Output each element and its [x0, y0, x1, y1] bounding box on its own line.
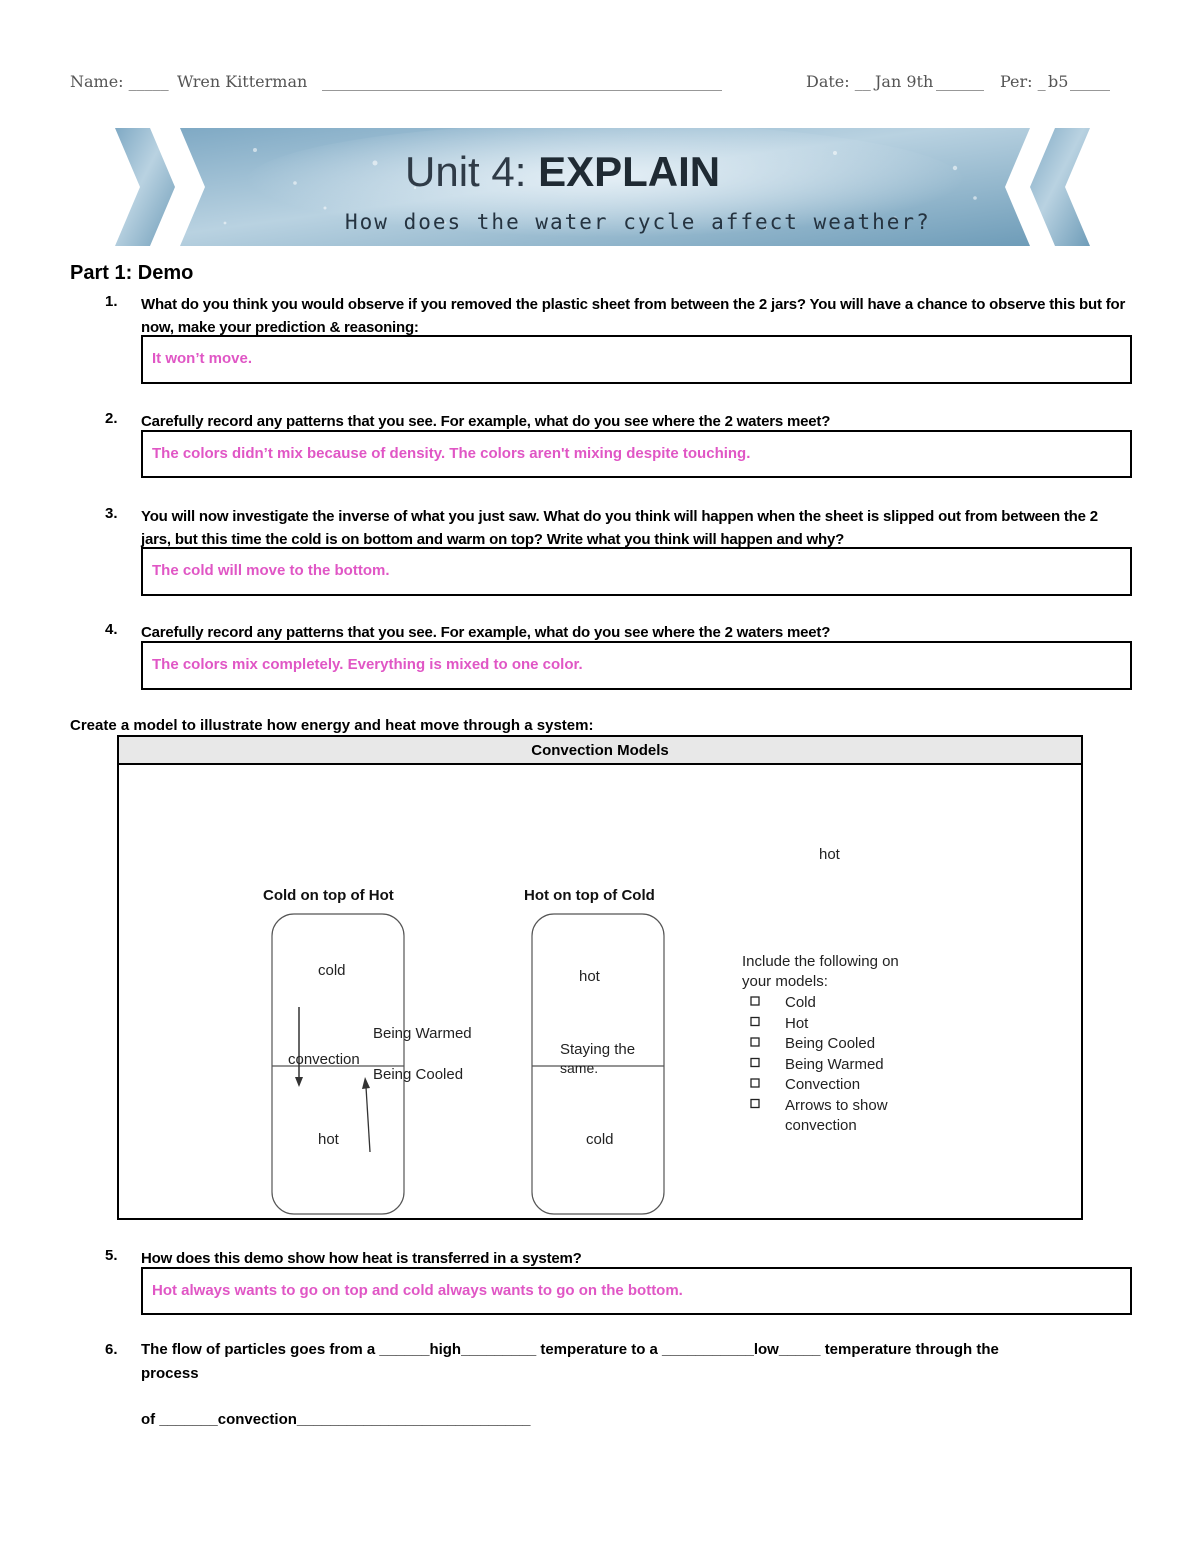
answer-text[interactable]: The colors mix completely. Everything is mixed to one color.: [152, 656, 583, 673]
answer-box[interactable]: [141, 641, 1132, 690]
staying-same-label-line1: Staying the: [560, 1041, 636, 1058]
fill-in-text: _________ temperature to a ___________: [461, 1341, 754, 1358]
checklist-item-hot: Hot: [785, 1014, 809, 1032]
being-warmed-label: Being Warmed: [373, 1025, 472, 1042]
date-underline: ______: [936, 72, 984, 91]
checklist-item-convection: Convection: [785, 1076, 861, 1093]
name-underline: __________________________________________________: [322, 72, 722, 91]
date-value[interactable]: Jan 9th: [875, 72, 934, 91]
model-caption: Create a model to illustrate how energy and heat move through a system:: [70, 717, 594, 734]
up-arrow-head: [362, 1077, 370, 1089]
question-text: Carefully record any patterns that you see. For example, what do you see where the 2 waters meet?: [141, 413, 831, 430]
per-value[interactable]: b5: [1048, 72, 1069, 91]
down-arrow-head: [295, 1077, 303, 1087]
answer-box[interactable]: [141, 430, 1132, 478]
right-bottom-label: cold: [586, 1131, 614, 1148]
up-arrow: [366, 1087, 370, 1152]
fill-in-line-3: [141, 1411, 531, 1428]
blank-convection[interactable]: convection: [217, 1411, 297, 1428]
checklist-item-cold: Cold: [785, 994, 816, 1011]
fill-in-text: The flow of particles goes from a ______: [141, 1341, 430, 1358]
question-number: 2.: [105, 410, 118, 427]
question-number: 1.: [105, 293, 118, 310]
answer-box[interactable]: [141, 335, 1132, 384]
checklist-item-being-cooled: Being Cooled: [785, 1035, 876, 1052]
name-value[interactable]: Wren Kitterman: [177, 72, 308, 91]
answer-box[interactable]: [141, 547, 1132, 596]
fill-in-line-1: [141, 1341, 999, 1358]
answer-text[interactable]: The colors didn’t mix because of density. The colors aren't mixing despite touching.: [152, 445, 751, 462]
right-top-label: hot: [579, 968, 600, 985]
date-label: Date: __: [806, 72, 871, 91]
right-model-title: Hot on top of Cold: [524, 887, 655, 904]
banner-subtitle: How does the water cycle affect weather?: [345, 210, 931, 234]
question-number: 3.: [105, 505, 118, 522]
question-text: How does this demo show how heat is transferred in a system?: [141, 1250, 582, 1267]
fill-in-text: of _______: [141, 1411, 218, 1428]
fill-in-line-2: process: [141, 1365, 199, 1382]
blank-low[interactable]: low: [753, 1341, 779, 1358]
question-text: You will now investigate the inverse of what you just saw. What do you think will happen when the sheet is slipped out from between the 2 jars, but this time the cold is on bottom and warm on top? Write what you think will happen and why?: [141, 508, 1098, 548]
convection-models-header: Convection Models: [119, 737, 1081, 765]
model-checklist: [785, 994, 888, 1138]
part-title: Part 1: Demo: [70, 262, 194, 284]
banner-title-prefix: Unit 4:: [405, 148, 539, 195]
answer-text[interactable]: The cold will move to the bottom.: [152, 562, 390, 579]
question-text: What do you think you would observe if you removed the plastic sheet from between the 2 jars? You will have a chance to observe this but for now, make your prediction & reasoning:: [141, 296, 1126, 336]
floating-hot-label: hot: [819, 846, 840, 863]
left-model-title: Cold on top of Hot: [263, 887, 394, 904]
banner-title: [405, 148, 720, 196]
convection-models-table: [117, 735, 1083, 1220]
question-number: 6.: [105, 1341, 118, 1358]
banner-title-bold: EXPLAIN: [538, 148, 721, 195]
question-number: 5.: [105, 1247, 118, 1264]
blank-high[interactable]: high: [429, 1341, 462, 1358]
answer-box[interactable]: [141, 1267, 1132, 1315]
checklist-item-arrows: Arrows to show: [785, 1096, 888, 1114]
per-underline: _____: [1070, 72, 1110, 91]
fill-in-text: _____ temperature through the: [778, 1341, 999, 1358]
checklist-item-being-warmed: Being Warmed: [785, 1055, 884, 1073]
checklist-item-arrows-cont: convection: [785, 1117, 857, 1134]
include-instructions-line2: your models:: [742, 973, 828, 990]
checkbox-icons: [751, 997, 759, 1108]
per-label: Per: _: [1000, 72, 1046, 91]
include-instructions-line1: Include the following on: [742, 953, 899, 970]
staying-same-label-line2: same.: [560, 1060, 599, 1076]
name-label: Name: _____: [70, 72, 169, 91]
being-cooled-label: Being Cooled: [373, 1066, 464, 1083]
left-bottom-label: hot: [318, 1131, 339, 1148]
question-number: 4.: [105, 621, 118, 638]
answer-text[interactable]: Hot always wants to go on top and cold always wants to go on the bottom.: [152, 1282, 683, 1299]
fill-in-underline: ____________________________: [296, 1411, 531, 1428]
answer-text[interactable]: It won’t move.: [152, 350, 253, 367]
left-top-label: cold: [318, 962, 346, 979]
question-text: Carefully record any patterns that you see. For example, what do you see where the 2 waters meet?: [141, 624, 831, 641]
convection-label: convection: [288, 1051, 360, 1068]
header-line: [70, 72, 1130, 96]
